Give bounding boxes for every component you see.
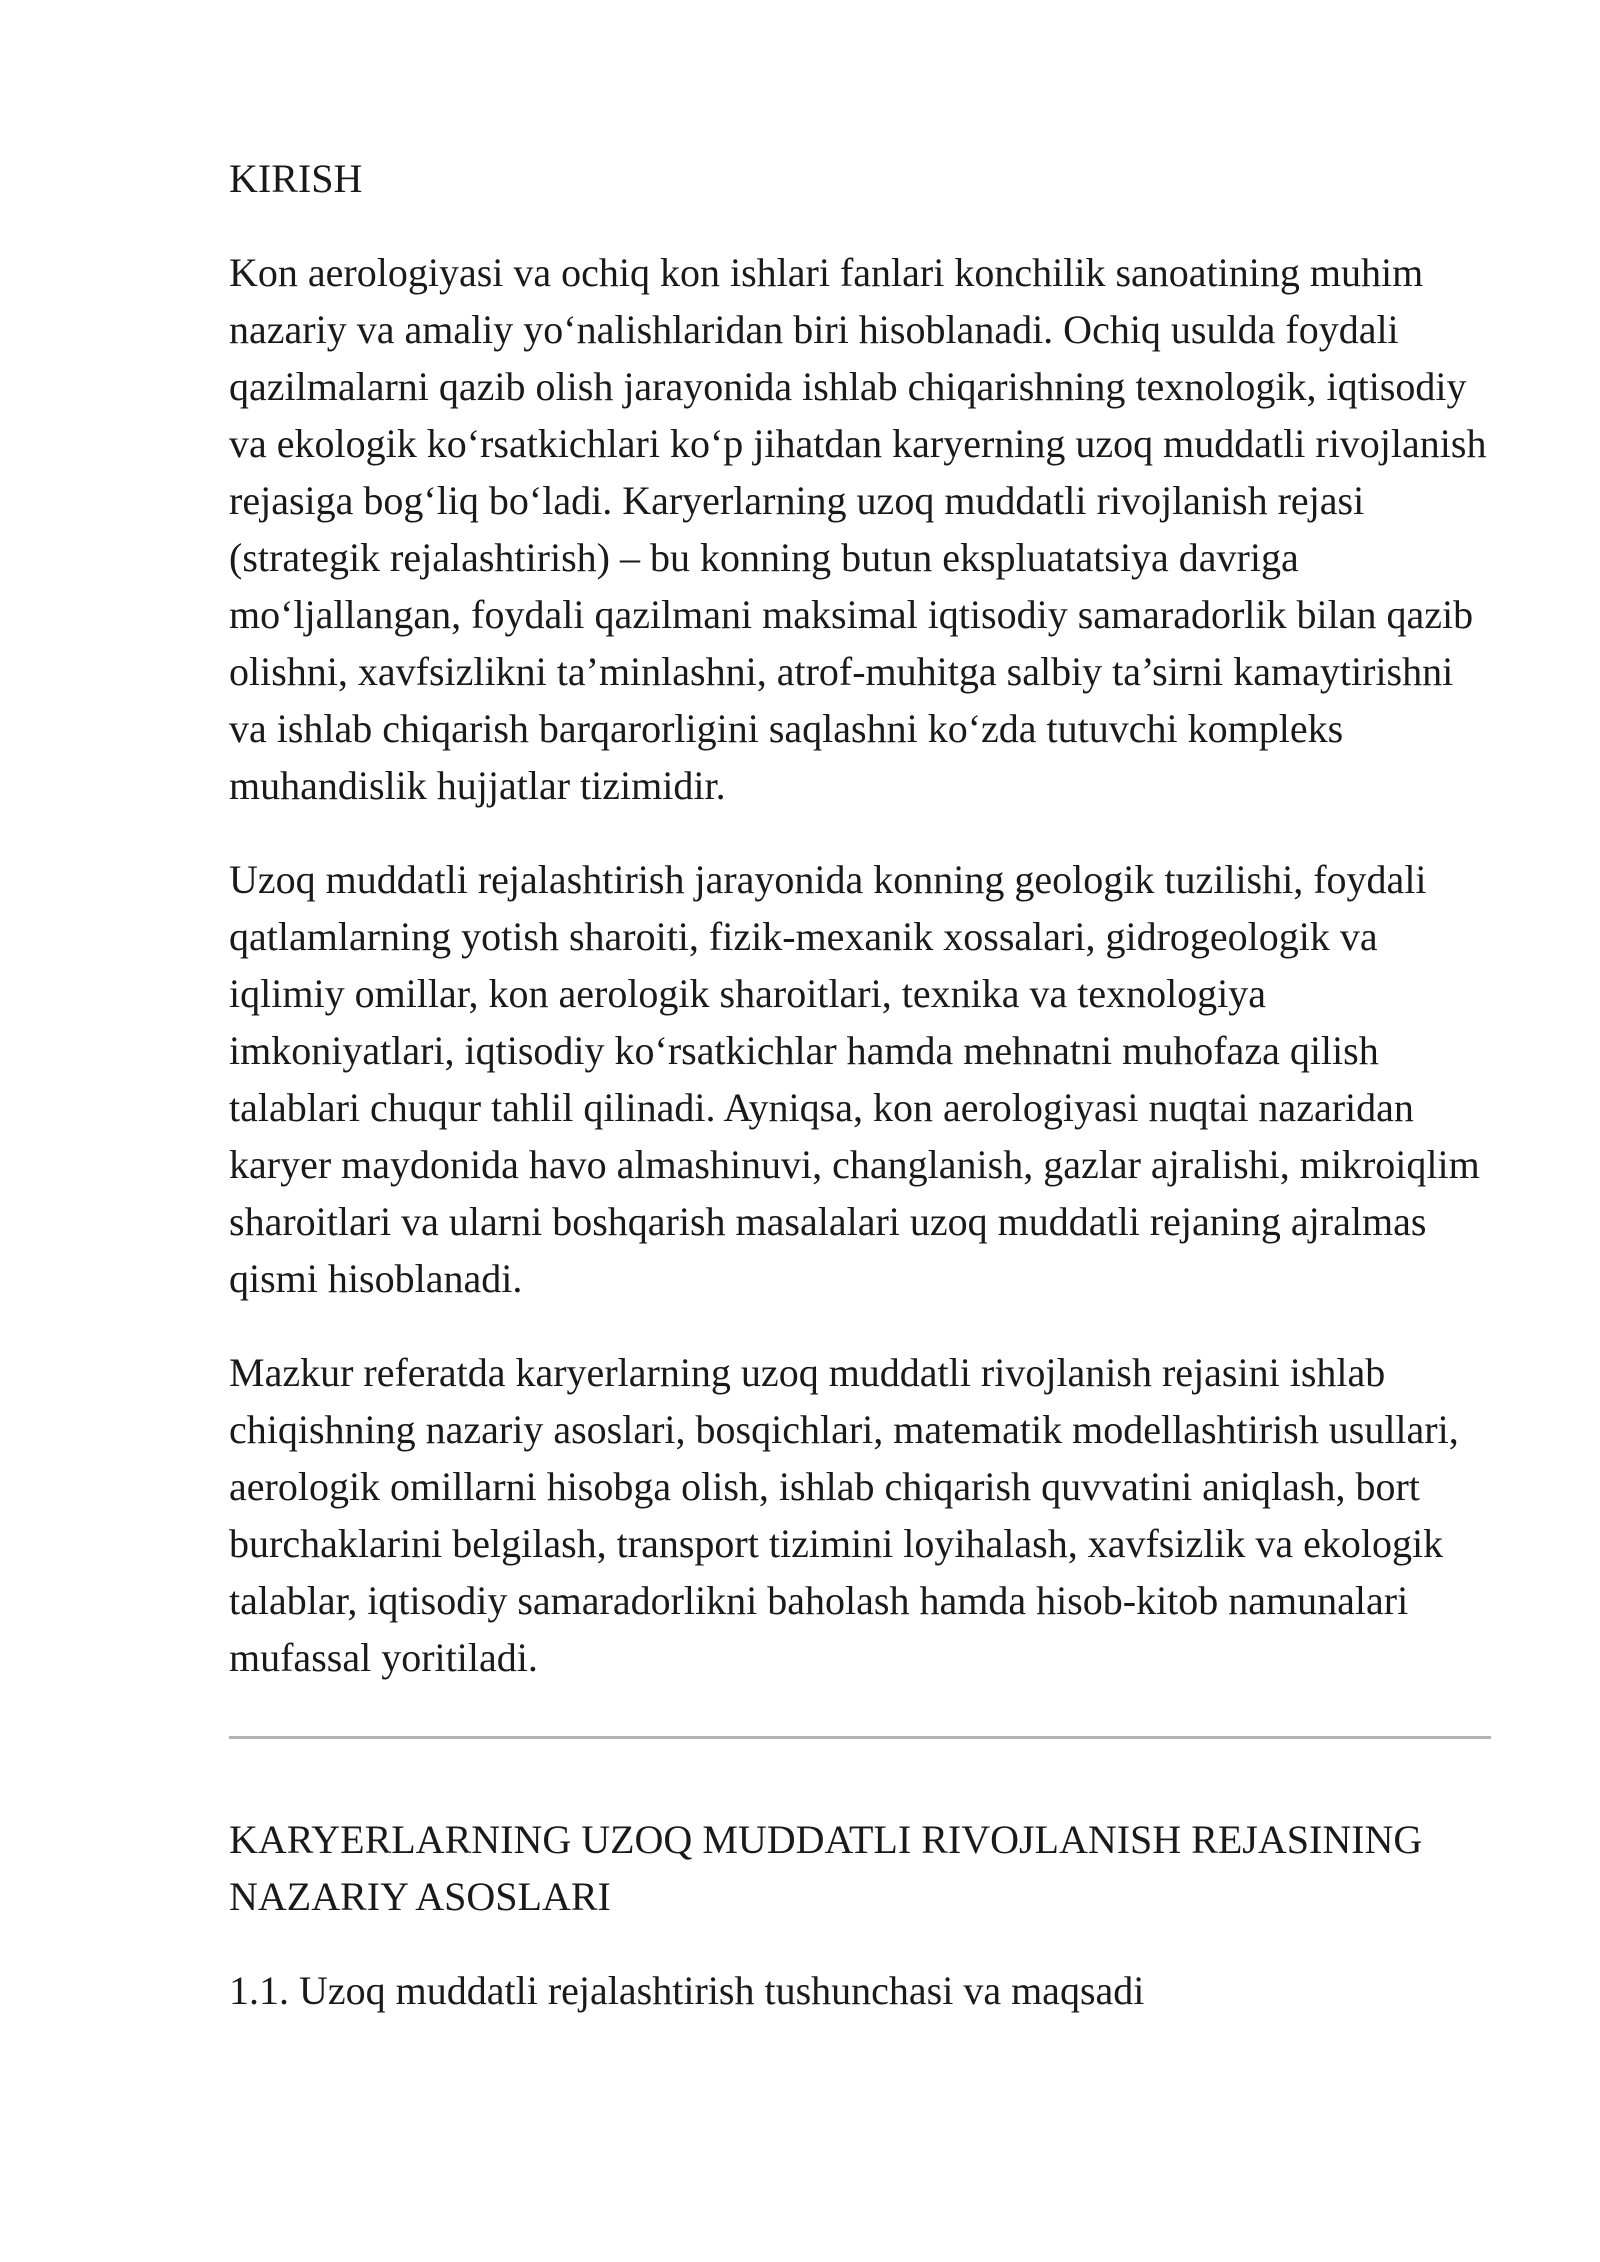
section-divider [229,1736,1491,1739]
intro-heading: KIRISH [229,156,363,201]
paragraph-1: Kon aerologiyasi va ochiq kon ishlari fanlari konchilik sanoatining muhim nazariy va amaliy yo‘nalishlaridan biri hisoblanadi. Ochiq usulda foydali qazilmalarni qazib olish jarayonida ishlab chiqarishning texnologik, iqtisodiy va ekologik ko‘rsatkichlari ko‘p jihatdan karyerning uzoq muddatli rivojlanish rejasiga bog‘liq bo‘ladi. Karyerlarning uzoq muddatli rivojlanish rejasi (strategik rejalashtirish) – bu konning butun ekspluatatsiya davriga mo‘ljallangan, foydali qazilmani maksimal iqtisodiy samaradorlik bilan qazib olishni, xavfsizlikni ta’minlashni, atrof-muhitga salbiy ta’sirni kamaytirishni va ishlab chiqarish barqarorligini saqlashni ko‘zda tutuvchi kompleks muhandislik hujjatlar tizimidir. [229,250,1487,808]
paragraph-3: Mazkur referatda karyerlarning uzoq muddatli rivojlanish rejasini ishlab chiqishning nazariy asoslari, bosqichlari, matematik modellashtirish usullari, aerologik omillarni hisobga olish, ishlab chiqarish quvvatini aniqlash, bort burchaklarini belgilash, transport tizimini loyihalash, xavfsizlik va ekologik talablar, iqtisodiy samaradorlikni baholash hamda hisob-kitob namunalari mufassal yoritiladi. [229,1350,1459,1680]
document-page [229,150,1491,2019]
paragraph-2: Uzoq muddatli rejalashtirish jarayonida konning geologik tuzilishi, foydali qatlamlarning yotish sharoiti, fizik-mexanik xossalari, gidrogeologik va iqlimiy omillar, kon aerologik sharoitlari, texnika va texnologiya imkoniyatlari, iqtisodiy ko‘rsatkichlar hamda mehnatni muhofaza qilish talablari chuqur tahlil qilinadi. Ayniqsa, kon aerologiyasi nuqtai nazaridan karyer maydonida havo almashinuvi, changlanish, gazlar ajralishi, mikroiqlim sharoitlari va ularni boshqarish masalalari uzoq muddatli rejaning ajralmas qismi hisoblanadi. [229,857,1480,1301]
section-heading: KARYERLARNING UZOQ MUDDATLI RIVOJLANISH REJASINING NAZARIY ASOSLARI [229,1817,1423,1919]
subsection-heading: 1.1. Uzoq muddatli rejalashtirish tushunchasi va maqsadi [229,1968,1145,2013]
